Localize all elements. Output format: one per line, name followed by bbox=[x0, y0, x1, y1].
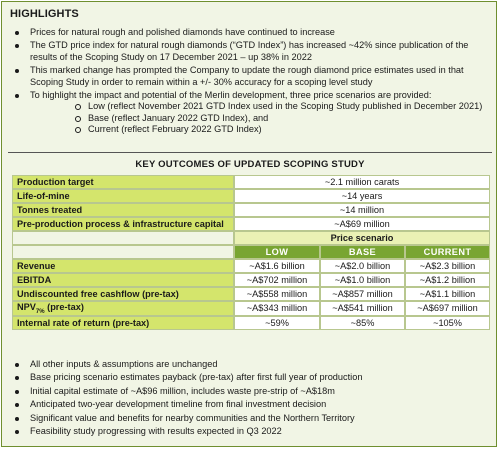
table-row bbox=[12, 189, 490, 203]
row-label: Internal rate of return (pre-tax) bbox=[12, 316, 234, 330]
cell-low: ~A$702 million bbox=[234, 273, 320, 287]
cell-current: ~105% bbox=[405, 316, 490, 330]
row-label bbox=[12, 301, 234, 316]
highlights-panel bbox=[1, 1, 497, 447]
sub-bullet-item: Current (reflect February 2022 GTD Index) bbox=[30, 124, 492, 135]
cell-low: ~A$343 million bbox=[234, 301, 320, 316]
cell-base: ~A$2.0 billion bbox=[320, 259, 405, 273]
bullet-item: Feasibility study progressing with results expected in Q3 2022 bbox=[2, 426, 492, 437]
scenario-sub-list bbox=[30, 101, 492, 135]
sub-bullet-item: Low (reflect November 2021 GTD Index used in the Scoping Study published in December 2021) bbox=[30, 101, 492, 112]
table-row bbox=[12, 287, 490, 301]
bullet-item: Significant value and benefits for nearby communities and the Northern Territory bbox=[2, 413, 492, 424]
cell-base: ~A$857 million bbox=[320, 287, 405, 301]
bullet-item: Base pricing scenario estimates payback (pre-tax) after first full year of production bbox=[2, 372, 492, 383]
blank-cell bbox=[12, 245, 234, 259]
row-label: Tonnes treated bbox=[12, 203, 234, 217]
row-value: ~2.1 million carats bbox=[234, 175, 490, 189]
bullet-item: The GTD price index for natural rough diamonds (“GTD Index”) has increased ~42% since publication of the results of the Scoping Study on 17 December 2021 – up 38% in 2022 bbox=[2, 40, 492, 63]
cell-base: ~A$541 million bbox=[320, 301, 405, 316]
cell-base: ~A$1.0 billion bbox=[320, 273, 405, 287]
row-label: Undiscounted free cashflow (pre-tax) bbox=[12, 287, 234, 301]
cell-low: ~59% bbox=[234, 316, 320, 330]
bullet-text: To highlight the impact and potential of the Merlin development, three price scenarios are provided: bbox=[30, 90, 432, 101]
npv-label: NPV bbox=[17, 302, 36, 312]
bullet-item: Anticipated two-year development timeline from final investment decision bbox=[2, 399, 492, 410]
npv-subscript: 7% bbox=[35, 308, 45, 315]
row-label: EBITDA bbox=[12, 273, 234, 287]
blank-cell bbox=[12, 231, 234, 245]
table-row bbox=[12, 203, 490, 217]
npv-label-tail: (pre-tax) bbox=[44, 302, 84, 312]
highlights-heading: HIGHLIGHTS bbox=[10, 8, 79, 20]
bullet-item: Prices for natural rough and polished diamonds have continued to increase bbox=[2, 27, 492, 38]
summary-bullet-list bbox=[2, 359, 492, 439]
price-scenario-header: Price scenario bbox=[234, 231, 490, 245]
column-header-row bbox=[12, 245, 490, 259]
table-row bbox=[12, 316, 490, 330]
bullet-item: This marked change has prompted the Company to update the rough diamond price estimates used in that Scoping Study in order to remain within a +/- 30% accuracy for a scoping level study bbox=[2, 65, 492, 88]
cell-current: ~A$697 million bbox=[405, 301, 490, 316]
cell-low: ~A$558 million bbox=[234, 287, 320, 301]
column-header-current: CURRENT bbox=[405, 245, 490, 259]
scenario-header-row bbox=[12, 231, 490, 245]
row-label: Revenue bbox=[12, 259, 234, 273]
table-row bbox=[12, 175, 490, 189]
cell-current: ~A$1.2 billion bbox=[405, 273, 490, 287]
key-outcomes-table bbox=[12, 175, 490, 330]
row-value: ~14 million bbox=[234, 203, 490, 217]
sub-bullet-item: Base (reflect January 2022 GTD Index), and bbox=[30, 113, 492, 124]
bullet-item: All other inputs & assumptions are unchanged bbox=[2, 359, 492, 370]
table-row bbox=[12, 259, 490, 273]
row-value: ~14 years bbox=[234, 189, 490, 203]
table-row bbox=[12, 217, 490, 231]
row-value: ~A$69 million bbox=[234, 217, 490, 231]
cell-base: ~85% bbox=[320, 316, 405, 330]
row-label: Pre-production process & infrastructure capital bbox=[12, 217, 234, 231]
section-divider bbox=[8, 152, 492, 153]
table-row bbox=[12, 301, 490, 316]
cell-current: ~A$2.3 billion bbox=[405, 259, 490, 273]
bullet-item: Initial capital estimate of ~A$96 million, includes waste pre-strip of ~A$18m bbox=[2, 386, 492, 397]
cell-low: ~A$1.6 billion bbox=[234, 259, 320, 273]
column-header-base: BASE bbox=[320, 245, 405, 259]
row-label: Life-of-mine bbox=[12, 189, 234, 203]
row-label: Production target bbox=[12, 175, 234, 189]
table-title: KEY OUTCOMES OF UPDATED SCOPING STUDY bbox=[135, 159, 365, 170]
column-header-low: LOW bbox=[234, 245, 320, 259]
bullet-item bbox=[2, 90, 492, 136]
cell-current: ~A$1.1 billion bbox=[405, 287, 490, 301]
table-row bbox=[12, 273, 490, 287]
highlights-bullet-list bbox=[2, 27, 492, 138]
